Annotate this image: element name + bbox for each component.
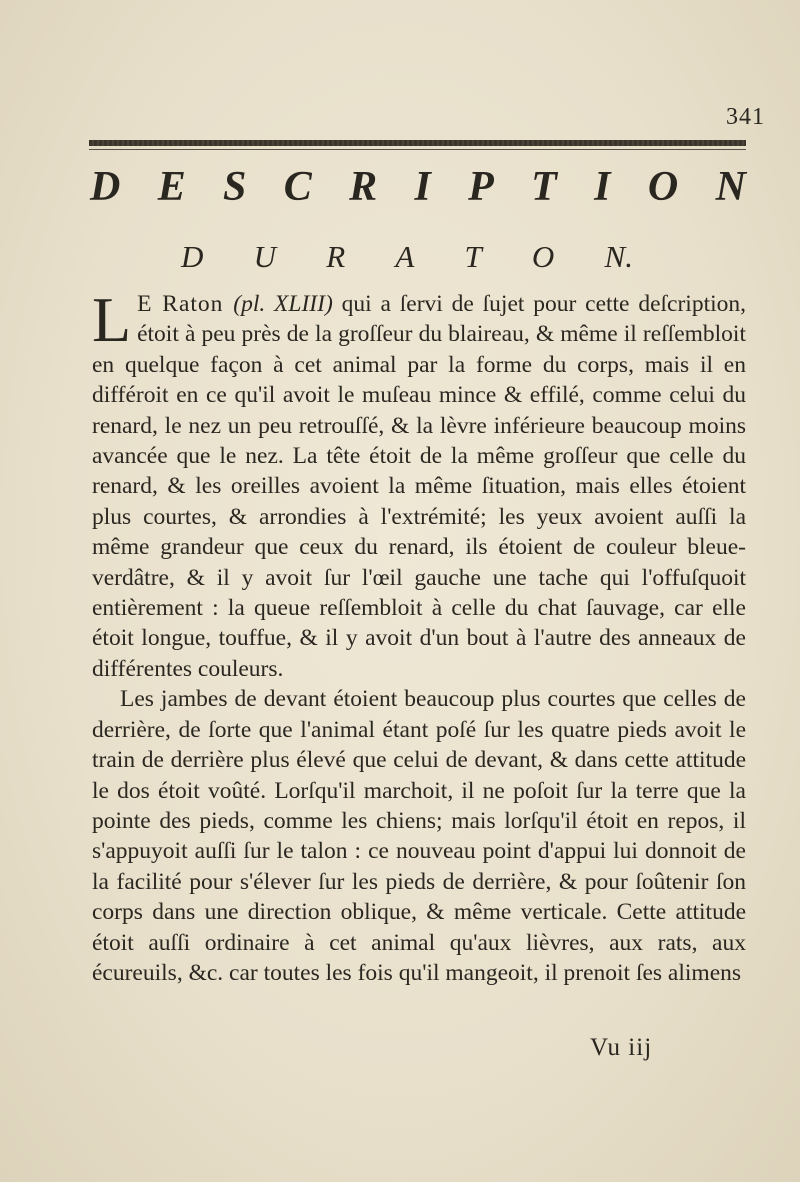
title-letter: I (594, 164, 611, 210)
body-text (92, 284, 746, 988)
chapter-title (90, 166, 746, 208)
subtitle-letter: N. (604, 239, 633, 274)
subtitle-letter: D (181, 239, 204, 274)
paragraph-2: Les jambes de devant étoient beaucoup plus courtes que celles de derrière, de ſorte que l'animal étant poſé ſur les quatre pieds avoit le train de derrière plus élevé que celui de devant, & dans cette attitude le dos étoit voûté. Lorſqu'il marchoit, il ne poſoit ſur la terre que la pointe des pieds, comme les chiens; mais lorſqu'il étoit en repos, il s'appuyoit auſſi ſur le talon : ce nouveau point d'appui lui donnoit de la facilité pour s'élever ſur les pieds de derrière, & pour ſoûtenir ſon corps dans une direction oblique, & même verticale. Cette attitude étoit auſſi ordinaire à cet animal qu'aux lièvres, aux rats, aux écureuils, &c. car toutes les fois qu'il mangeoit, il prenoit ſes alimens (92, 686, 746, 986)
title-letter: C (283, 164, 312, 210)
subtitle-letter: U (253, 239, 276, 274)
paragraph-lead: E Raton (137, 291, 234, 317)
plate-reference: (pl. XLIII) (233, 291, 333, 317)
subtitle-letter: A (395, 239, 415, 274)
title-letter: D (90, 164, 121, 210)
header-rule (89, 140, 746, 146)
title-letter: T (531, 164, 557, 210)
title-letter: S (223, 164, 247, 210)
title-letter: O (647, 164, 679, 210)
paragraph-1-text: qui a ſervi de ſujet pour cette deſcription, étoit à peu près de la groſſeur du blaireau, & même il reſſembloit en quelque façon à cet animal par la forme du corps, mais il en différoit en ce qu'il avoit le muſeau mince & effilé, comme celui du renard, le nez un peu retrouſſé, & la lèvre inférieure beaucoup moins avancée que le nez. La tête étoit de la même groſſeur que celle du renard, & les oreilles avoient la même ſituation, mais elles étoient plus courtes, & arrondies à l'extrémité; les yeux avoient auſſi la même grandeur que ceux du renard, ils étoient de couleur bleue-verdâtre, & il y avoit ſur l'œil gauche une tache qui l'offuſquoit entièrement : la queue reſſembloit à celle du chat ſauvage, car elle étoit longue, touffue, & il y avoit d'un bout à l'autre des anneaux de différentes couleurs. (92, 291, 746, 682)
title-letter: E (157, 164, 186, 210)
subtitle-letter: O (531, 239, 555, 274)
header-rule-thin (89, 149, 746, 150)
title-letter: I (414, 164, 431, 210)
chapter-subtitle (181, 241, 633, 272)
title-letter: P (468, 164, 494, 210)
title-letter: R (349, 164, 378, 210)
subtitle-letter: R (326, 239, 346, 274)
subtitle-letter: T (464, 239, 482, 274)
paragraph-1 (92, 284, 746, 684)
drop-cap: L (92, 284, 132, 355)
page-number: 341 (726, 104, 765, 130)
signature-mark: Vu iij (590, 1034, 653, 1061)
title-letter: N (715, 164, 746, 210)
